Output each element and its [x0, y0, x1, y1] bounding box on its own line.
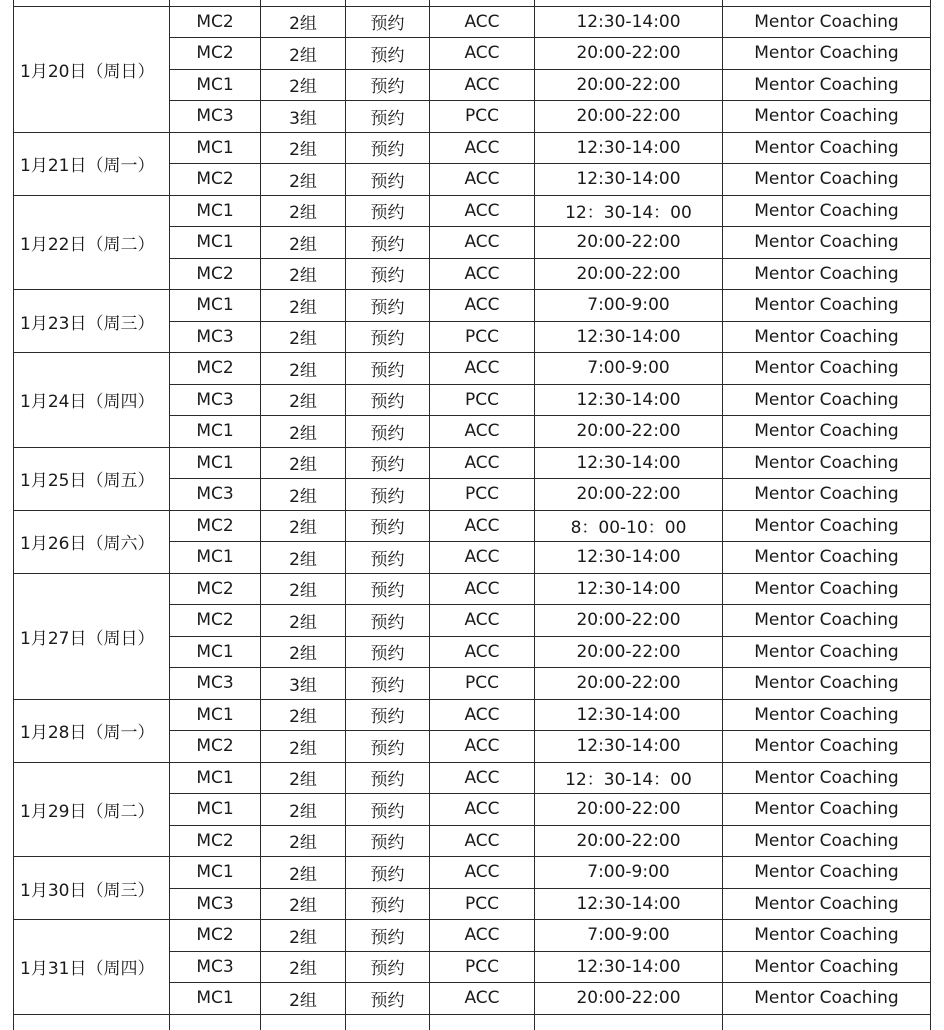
mentor-cell: MC3 — [170, 888, 261, 920]
group-cell: 2组 — [261, 321, 346, 353]
action-cell: 预约 — [346, 479, 430, 511]
group-cell: 2组 — [261, 447, 346, 479]
mentor-cell: MC1 — [170, 699, 261, 731]
session-type-cell: Mentor Coaching — [723, 132, 931, 164]
group-cell: 2组 — [261, 195, 346, 227]
mentor-cell: MC3 — [170, 101, 261, 133]
level-cell: ACC — [430, 164, 535, 196]
group-cell: 2组 — [261, 479, 346, 511]
group-cell: 2组 — [261, 6, 346, 38]
group-cell: 2组 — [261, 636, 346, 668]
level-cell: ACC — [430, 195, 535, 227]
group-cell: 2组 — [261, 38, 346, 70]
group-cell — [261, 1014, 346, 1030]
level-cell: PCC — [430, 321, 535, 353]
mentor-cell: MC2 — [170, 6, 261, 38]
time-cell: 12:30-14:00 — [535, 699, 723, 731]
time-cell: 20:00-22:00 — [535, 983, 723, 1015]
session-type-cell: Mentor Coaching — [723, 69, 931, 101]
date-cell: 1月24日（周四） — [14, 353, 170, 448]
action-cell: 预约 — [346, 951, 430, 983]
mentor-cell: MC3 — [170, 384, 261, 416]
group-cell: 2组 — [261, 573, 346, 605]
action-cell: 预约 — [346, 573, 430, 605]
time-cell: 20:00-22:00 — [535, 258, 723, 290]
group-cell: 2组 — [261, 699, 346, 731]
action-cell: 预约 — [346, 762, 430, 794]
mentor-cell: MC3 — [170, 668, 261, 700]
action-cell: 预约 — [346, 668, 430, 700]
level-cell: ACC — [430, 542, 535, 574]
date-cell: 1月29日（周二） — [14, 762, 170, 857]
time-cell: 20:00-22:00 — [535, 69, 723, 101]
session-type-cell: Mentor Coaching — [723, 605, 931, 637]
group-cell: 2组 — [261, 605, 346, 637]
table-row — [14, 353, 931, 385]
time-cell: 12:30-14:00 — [535, 447, 723, 479]
session-type-cell — [723, 1014, 931, 1030]
mentor-cell: MC2 — [170, 573, 261, 605]
table-row — [14, 920, 931, 952]
level-cell: ACC — [430, 857, 535, 889]
mentor-cell: MC1 — [170, 794, 261, 826]
time-cell: 20:00-22:00 — [535, 416, 723, 448]
level-cell: ACC — [430, 983, 535, 1015]
session-type-cell: Mentor Coaching — [723, 510, 931, 542]
level-cell: ACC — [430, 6, 535, 38]
time-cell: 12：30-14：00 — [535, 762, 723, 794]
session-type-cell: Mentor Coaching — [723, 636, 931, 668]
time-cell: 20:00-22:00 — [535, 38, 723, 70]
action-cell: 预约 — [346, 290, 430, 322]
date-cell — [14, 1014, 170, 1030]
level-cell: ACC — [430, 731, 535, 763]
table-row — [14, 1014, 931, 1030]
date-cell: 1月30日（周三） — [14, 857, 170, 920]
level-cell: ACC — [430, 605, 535, 637]
mentor-cell — [170, 1014, 261, 1030]
time-cell: 12:30-14:00 — [535, 132, 723, 164]
mentor-cell: MC3 — [170, 479, 261, 511]
time-cell: 20:00-22:00 — [535, 605, 723, 637]
time-cell: 20:00-22:00 — [535, 479, 723, 511]
group-cell: 2组 — [261, 132, 346, 164]
date-cell: 1月28日（周一） — [14, 699, 170, 762]
session-type-cell: Mentor Coaching — [723, 6, 931, 38]
action-cell: 预约 — [346, 636, 430, 668]
session-type-cell: Mentor Coaching — [723, 227, 931, 259]
action-cell: 预约 — [346, 699, 430, 731]
action-cell: 预约 — [346, 227, 430, 259]
action-cell: 预约 — [346, 731, 430, 763]
level-cell: ACC — [430, 762, 535, 794]
action-cell: 预约 — [346, 605, 430, 637]
time-cell: 20:00-22:00 — [535, 825, 723, 857]
action-cell: 预约 — [346, 416, 430, 448]
level-cell: ACC — [430, 794, 535, 826]
group-cell: 2组 — [261, 164, 346, 196]
mentor-cell: MC1 — [170, 69, 261, 101]
level-cell — [430, 1014, 535, 1030]
session-type-cell: Mentor Coaching — [723, 101, 931, 133]
action-cell: 预约 — [346, 6, 430, 38]
time-cell: 12:30-14:00 — [535, 6, 723, 38]
mentor-cell: MC2 — [170, 164, 261, 196]
mentor-cell: MC1 — [170, 636, 261, 668]
group-cell: 2组 — [261, 227, 346, 259]
time-cell: 20:00-22:00 — [535, 227, 723, 259]
session-type-cell: Mentor Coaching — [723, 857, 931, 889]
session-type-cell: Mentor Coaching — [723, 888, 931, 920]
level-cell: ACC — [430, 636, 535, 668]
time-cell: 7:00-9:00 — [535, 857, 723, 889]
action-cell: 预约 — [346, 384, 430, 416]
time-cell — [535, 1014, 723, 1030]
group-cell: 2组 — [261, 825, 346, 857]
date-cell: 1月31日（周四） — [14, 920, 170, 1015]
group-cell: 3组 — [261, 101, 346, 133]
session-type-cell: Mentor Coaching — [723, 479, 931, 511]
level-cell: PCC — [430, 888, 535, 920]
group-cell: 2组 — [261, 888, 346, 920]
group-cell: 2组 — [261, 69, 346, 101]
time-cell: 12：30-14：00 — [535, 195, 723, 227]
level-cell: PCC — [430, 479, 535, 511]
schedule-body — [14, 0, 931, 1030]
level-cell: PCC — [430, 384, 535, 416]
table-row — [14, 290, 931, 322]
mentor-cell: MC2 — [170, 510, 261, 542]
mentor-cell: MC1 — [170, 857, 261, 889]
action-cell: 预约 — [346, 132, 430, 164]
action-cell: 预约 — [346, 888, 430, 920]
mentor-cell: MC1 — [170, 227, 261, 259]
mentor-cell: MC2 — [170, 731, 261, 763]
level-cell: ACC — [430, 825, 535, 857]
session-type-cell: Mentor Coaching — [723, 731, 931, 763]
mentor-cell: MC1 — [170, 195, 261, 227]
table-row — [14, 447, 931, 479]
table-row — [14, 857, 931, 889]
level-cell: ACC — [430, 447, 535, 479]
time-cell: 12:30-14:00 — [535, 384, 723, 416]
action-cell: 预约 — [346, 164, 430, 196]
mentor-cell: MC1 — [170, 447, 261, 479]
session-type-cell: Mentor Coaching — [723, 164, 931, 196]
action-cell: 预约 — [346, 510, 430, 542]
schedule-table — [13, 0, 931, 1030]
action-cell: 预约 — [346, 195, 430, 227]
mentor-cell: MC2 — [170, 920, 261, 952]
level-cell: ACC — [430, 416, 535, 448]
level-cell: ACC — [430, 132, 535, 164]
session-type-cell: Mentor Coaching — [723, 38, 931, 70]
action-cell: 预约 — [346, 983, 430, 1015]
group-cell: 2组 — [261, 731, 346, 763]
session-type-cell: Mentor Coaching — [723, 951, 931, 983]
time-cell: 12:30-14:00 — [535, 542, 723, 574]
mentor-cell: MC2 — [170, 605, 261, 637]
action-cell: 预约 — [346, 38, 430, 70]
level-cell: PCC — [430, 668, 535, 700]
table-row — [14, 510, 931, 542]
session-type-cell: Mentor Coaching — [723, 573, 931, 605]
mentor-cell: MC3 — [170, 951, 261, 983]
mentor-cell: MC3 — [170, 321, 261, 353]
session-type-cell: Mentor Coaching — [723, 983, 931, 1015]
group-cell: 2组 — [261, 951, 346, 983]
table-row — [14, 762, 931, 794]
level-cell: PCC — [430, 101, 535, 133]
level-cell: PCC — [430, 951, 535, 983]
time-cell: 12:30-14:00 — [535, 573, 723, 605]
date-cell: 1月23日（周三） — [14, 290, 170, 353]
time-cell: 20:00-22:00 — [535, 794, 723, 826]
action-cell: 预约 — [346, 447, 430, 479]
time-cell: 12:30-14:00 — [535, 731, 723, 763]
table-row — [14, 573, 931, 605]
group-cell: 2组 — [261, 762, 346, 794]
session-type-cell: Mentor Coaching — [723, 447, 931, 479]
time-cell: 20:00-22:00 — [535, 636, 723, 668]
time-cell: 20:00-22:00 — [535, 668, 723, 700]
time-cell: 12:30-14:00 — [535, 888, 723, 920]
date-cell: 1月21日（周一） — [14, 132, 170, 195]
action-cell: 预约 — [346, 542, 430, 574]
date-cell: 1月20日（周日） — [14, 6, 170, 132]
level-cell: ACC — [430, 69, 535, 101]
session-type-cell: Mentor Coaching — [723, 384, 931, 416]
action-cell: 预约 — [346, 353, 430, 385]
session-type-cell: Mentor Coaching — [723, 542, 931, 574]
date-cell: 1月22日（周二） — [14, 195, 170, 290]
group-cell: 2组 — [261, 384, 346, 416]
action-cell: 预约 — [346, 920, 430, 952]
time-cell: 7:00-9:00 — [535, 920, 723, 952]
date-cell: 1月27日（周日） — [14, 573, 170, 699]
mentor-cell: MC2 — [170, 258, 261, 290]
mentor-cell: MC1 — [170, 416, 261, 448]
time-cell: 12:30-14:00 — [535, 164, 723, 196]
session-type-cell: Mentor Coaching — [723, 668, 931, 700]
table-row — [14, 132, 931, 164]
action-cell: 预约 — [346, 321, 430, 353]
group-cell: 2组 — [261, 983, 346, 1015]
table-row — [14, 6, 931, 38]
mentor-cell: MC1 — [170, 290, 261, 322]
session-type-cell: Mentor Coaching — [723, 920, 931, 952]
group-cell: 2组 — [261, 353, 346, 385]
mentor-cell: MC1 — [170, 762, 261, 794]
mentor-cell: MC2 — [170, 825, 261, 857]
session-type-cell: Mentor Coaching — [723, 825, 931, 857]
session-type-cell: Mentor Coaching — [723, 353, 931, 385]
time-cell: 12:30-14:00 — [535, 321, 723, 353]
level-cell: ACC — [430, 920, 535, 952]
action-cell: 预约 — [346, 857, 430, 889]
session-type-cell: Mentor Coaching — [723, 321, 931, 353]
session-type-cell: Mentor Coaching — [723, 699, 931, 731]
time-cell: 7:00-9:00 — [535, 353, 723, 385]
group-cell: 2组 — [261, 542, 346, 574]
time-cell: 8：00-10：00 — [535, 510, 723, 542]
group-cell: 2组 — [261, 416, 346, 448]
action-cell — [346, 1014, 430, 1030]
mentor-cell: MC1 — [170, 132, 261, 164]
table-row — [14, 195, 931, 227]
level-cell: ACC — [430, 699, 535, 731]
action-cell: 预约 — [346, 794, 430, 826]
session-type-cell: Mentor Coaching — [723, 416, 931, 448]
mentor-cell: MC2 — [170, 38, 261, 70]
time-cell: 7:00-9:00 — [535, 290, 723, 322]
group-cell: 2组 — [261, 920, 346, 952]
group-cell: 2组 — [261, 290, 346, 322]
action-cell: 预约 — [346, 258, 430, 290]
group-cell: 2组 — [261, 258, 346, 290]
mentor-cell: MC1 — [170, 983, 261, 1015]
action-cell: 预约 — [346, 825, 430, 857]
group-cell: 2组 — [261, 510, 346, 542]
mentor-cell: MC2 — [170, 353, 261, 385]
table-row — [14, 699, 931, 731]
date-cell: 1月26日（周六） — [14, 510, 170, 573]
level-cell: ACC — [430, 38, 535, 70]
time-cell: 12:30-14:00 — [535, 951, 723, 983]
date-cell: 1月25日（周五） — [14, 447, 170, 510]
session-type-cell: Mentor Coaching — [723, 258, 931, 290]
session-type-cell: Mentor Coaching — [723, 195, 931, 227]
level-cell: ACC — [430, 227, 535, 259]
level-cell: ACC — [430, 258, 535, 290]
session-type-cell: Mentor Coaching — [723, 290, 931, 322]
action-cell: 预约 — [346, 101, 430, 133]
action-cell: 预约 — [346, 69, 430, 101]
group-cell: 2组 — [261, 794, 346, 826]
mentor-cell: MC1 — [170, 542, 261, 574]
level-cell: ACC — [430, 510, 535, 542]
session-type-cell: Mentor Coaching — [723, 794, 931, 826]
group-cell: 2组 — [261, 857, 346, 889]
level-cell: ACC — [430, 353, 535, 385]
group-cell: 3组 — [261, 668, 346, 700]
time-cell: 20:00-22:00 — [535, 101, 723, 133]
session-type-cell: Mentor Coaching — [723, 762, 931, 794]
level-cell: ACC — [430, 573, 535, 605]
level-cell: ACC — [430, 290, 535, 322]
